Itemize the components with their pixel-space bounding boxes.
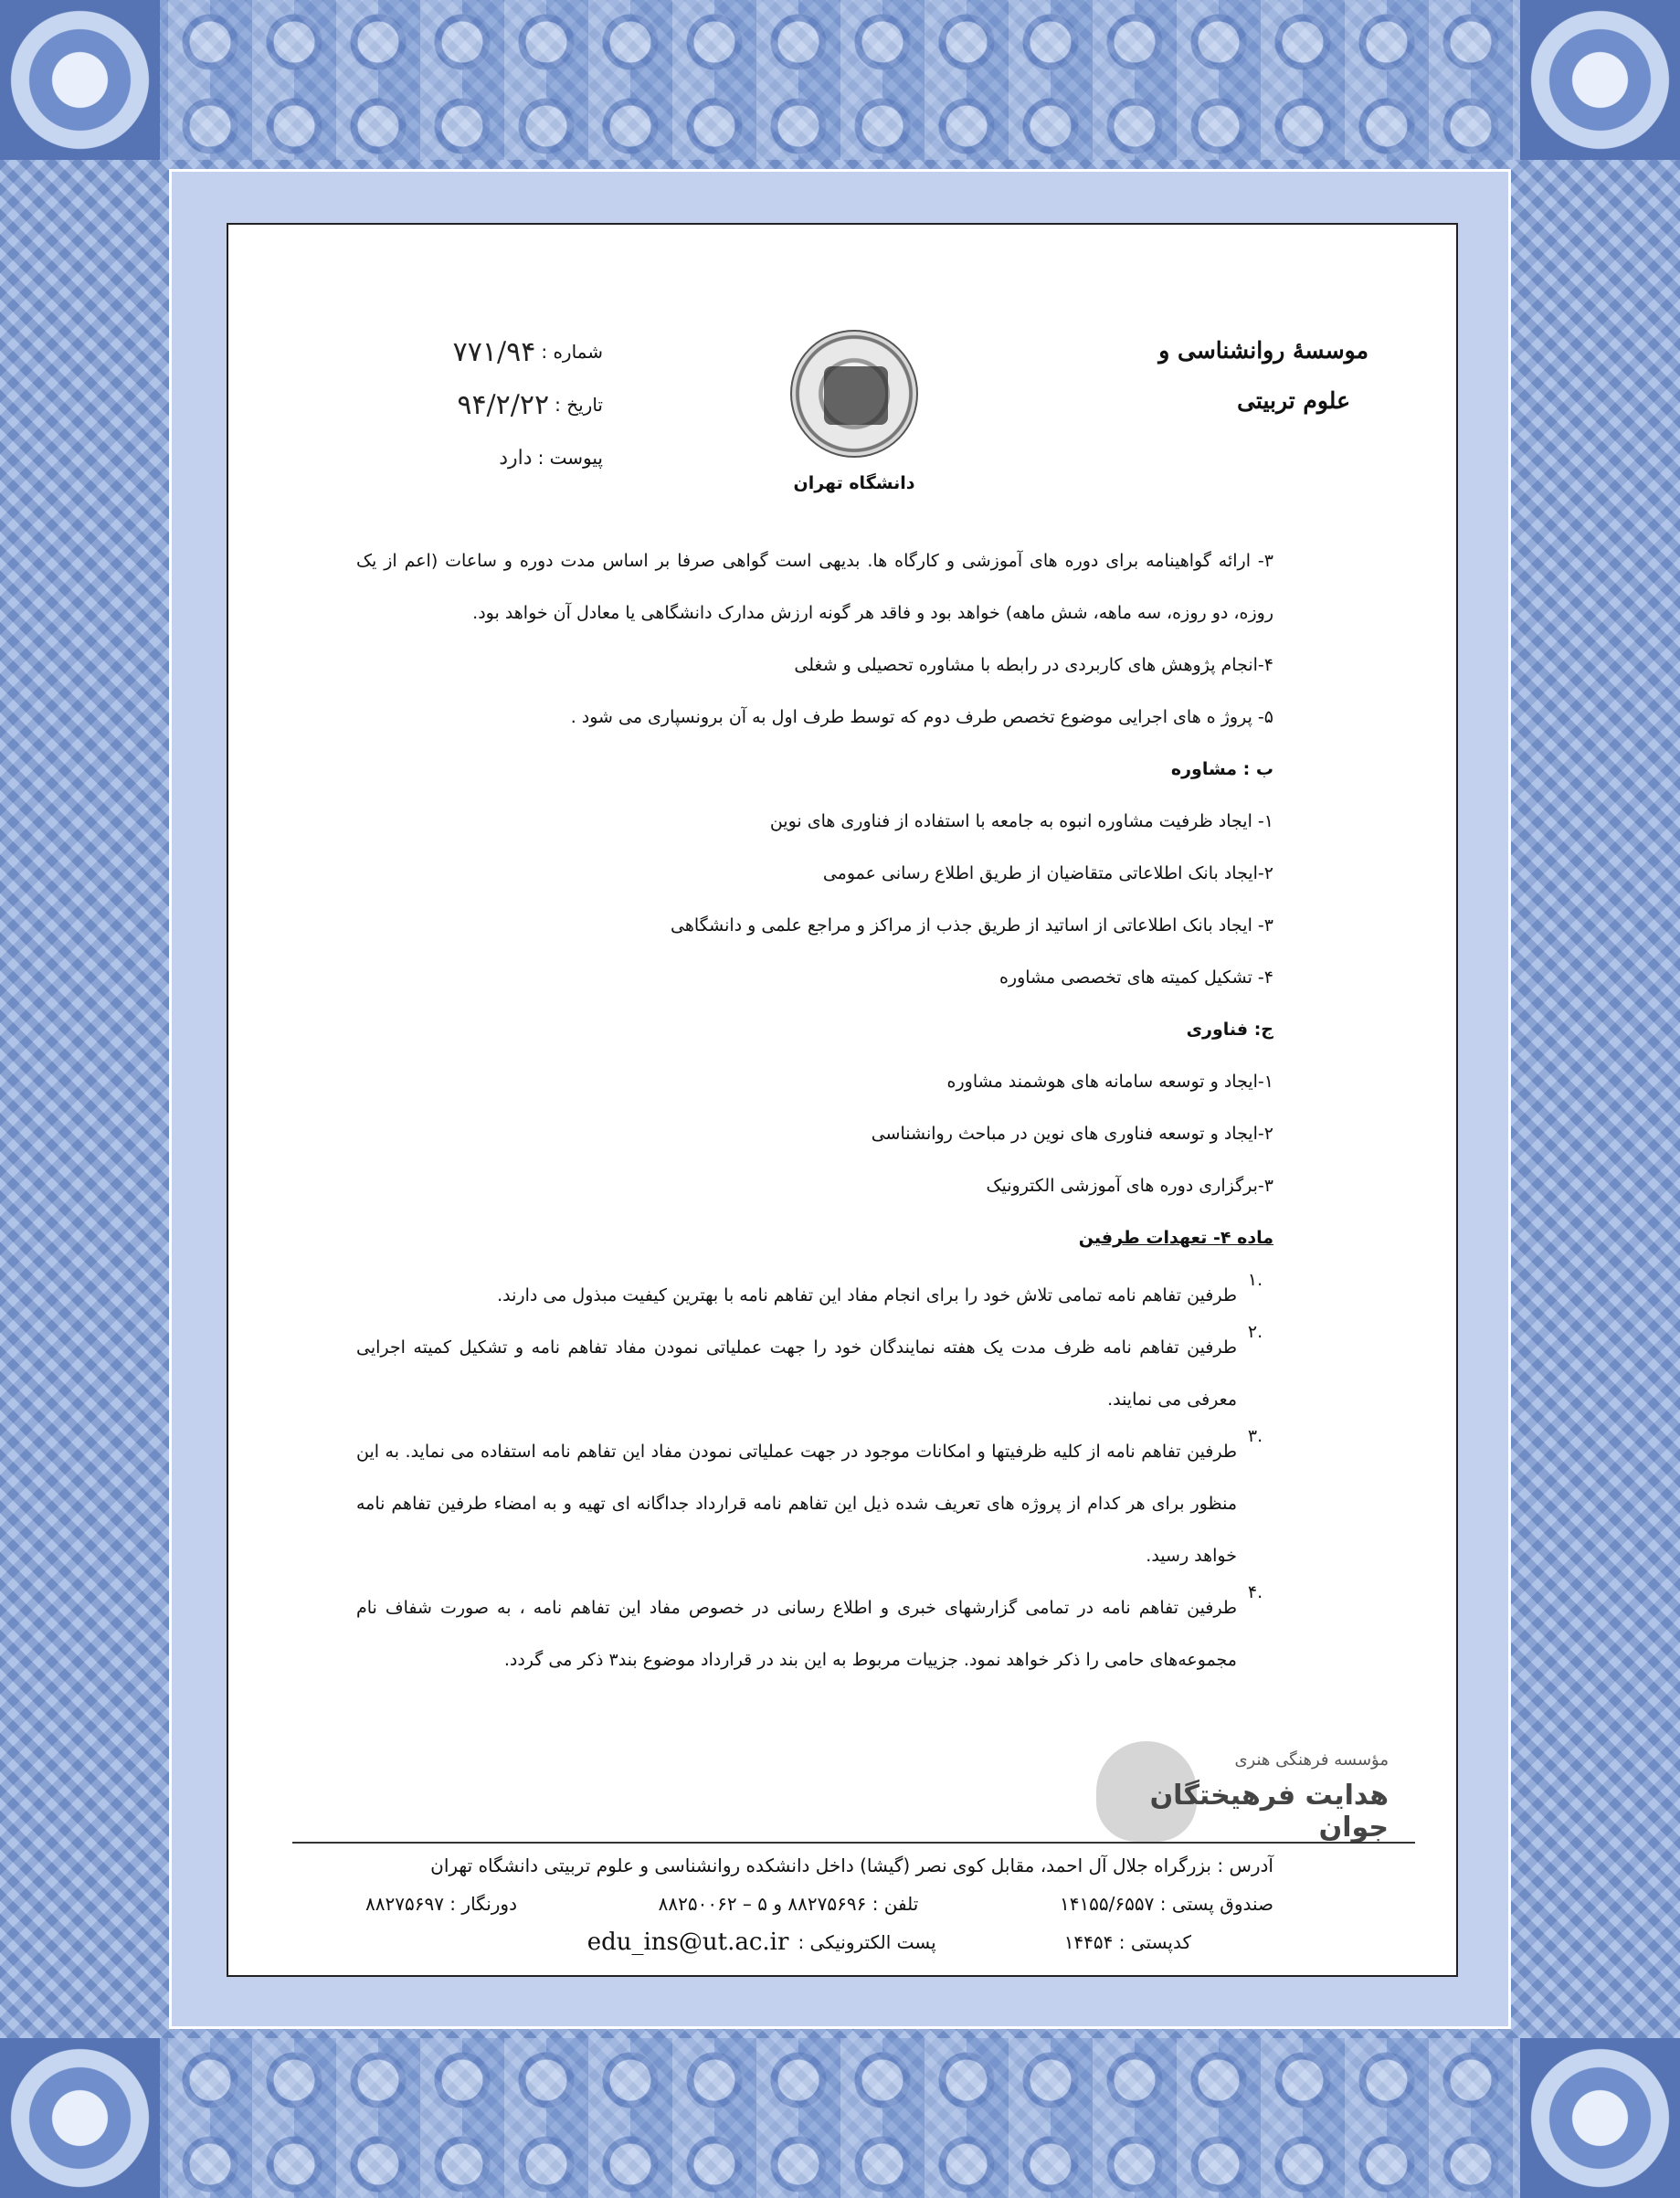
item-number: .۴ <box>1247 1582 1263 1602</box>
section-b-title: ب : مشاوره <box>1170 759 1273 779</box>
border-band-top <box>0 0 1680 160</box>
section-b-item: ۲-ایجاد بانک اطلاعاتی متقاضیان از طریق اطلاع رسانی عمومی <box>822 863 1273 883</box>
letter-page <box>227 223 1458 1977</box>
stamp-line1: مؤسسه فرهنگی هنری <box>1234 1750 1389 1770</box>
footer-contacts-row <box>365 1885 1273 1923</box>
footer-fax: دورنگار : ۸۸۲۷۵۶۹۷ <box>365 1893 517 1915</box>
attachment-label: پیوست : <box>537 447 603 469</box>
attachment-value: دارد <box>499 446 533 470</box>
border-corner-ornament <box>0 2038 160 2198</box>
letter-body <box>356 535 1273 1686</box>
list-item <box>356 1426 1273 1582</box>
item-number: .۳ <box>1247 1426 1263 1446</box>
list-item <box>356 1582 1273 1686</box>
item-text: طرفین تفاهم نامه ظرف مدت یک هفته نمایندگان خود را جهت عملیاتی نمودن مفاد تفاهم نامه و تشکیل کمیته اجرایی معرفی می نمایند. <box>356 1337 1237 1410</box>
letter-footer <box>365 1846 1273 1961</box>
section-c-item: ۲-ایجاد و توسعه فناوری های نوین در مباحث روانشناسی <box>871 1124 1273 1144</box>
footer-postal-row <box>365 1923 1273 1961</box>
footer-postal-code: کدپستی : ۱۴۴۵۴ <box>1063 1931 1191 1953</box>
article4-title-text: ماده ۴- تعهدات طرفین <box>1078 1228 1273 1248</box>
institute-name-line2: علوم تربیتی <box>1237 387 1350 414</box>
list-item <box>356 1322 1273 1426</box>
item-text: طرفین تفاهم نامه تمامی تلاش خود را برای انجام مفاد این تفاهم نامه با بهترین کیفیت مبذول می دارند. <box>497 1285 1237 1305</box>
institute-name <box>1094 325 1368 426</box>
date-label: تاریخ : <box>555 394 603 416</box>
footer-email[interactable]: edu_ins@ut.ac.ir <box>586 1929 789 1956</box>
section-c-item: ۳-برگزاری دوره های آموزشی الکترونیک <box>986 1176 1273 1196</box>
intro-item: ۵- پروژ ه های اجرایی موضوع تخصص طرف دوم که توسط طرف اول به آن برونسپاری می شود . <box>570 707 1273 727</box>
date-row <box>301 378 603 431</box>
university-name: دانشگاه تهران <box>793 473 915 493</box>
border-corner-ornament <box>0 0 160 160</box>
item-text: طرفین تفاهم نامه در تمامی گزارشهای خبری و اطلاع رسانی در خصوص مفاد این تفاهم نامه ، به صورت شفاف نام مجموعه‌های حامی را ذکر خواهد نمود. جزییات مربوط به این بند در قرارداد موضوع بند۳ ذکر می گردد. <box>356 1598 1237 1670</box>
institute-name-line1: موسسهٔ روانشناسی و <box>1158 337 1368 364</box>
number-value: ۷۷۱/۹۴ <box>452 335 536 368</box>
stamp-line2: هدایت فرهیختگان جوان <box>1149 1780 1389 1844</box>
date-value: ۹۴/۲/۲۲ <box>457 388 550 421</box>
section-b-item: ۱- ایجاد ظرفیت مشاوره انبوه به جامعه با استفاده از فناوری های نوین <box>769 811 1273 831</box>
section-b-item: ۳- ایجاد بانک اطلاعاتی از اساتید از طریق جذب از مراکز و مراجع علمی و دانشگاهی <box>671 915 1273 935</box>
border-corner-ornament <box>1520 0 1680 160</box>
letter-meta <box>301 325 603 484</box>
article4-items <box>356 1270 1273 1686</box>
number-label: شماره : <box>541 341 603 363</box>
section-c-title: ج: فناوری <box>1186 1020 1273 1040</box>
footer-email-label: پست الکترونیکی : <box>798 1931 936 1953</box>
footer-phone: تلفن : ۸۸۲۷۵۶۹۶ و ۵ – ۸۸۲۵۰۰۶۲ <box>658 1893 919 1915</box>
item-text: طرفین تفاهم نامه از کلیه ظرفیتها و امکانات موجود در جهت عملیاتی نمودن مفاد این تفاهم نامه استفاده می نماید. به این منظور برای هر کدام از پروژه های تعریف شده ذیل این تفاهم نامه قرارداد جداگانه ای تهیه و به امضاء طرفین تفاهم نامه خواهد رسید. <box>356 1442 1237 1566</box>
footer-address: آدرس : بزرگراه جلال آل احمد، مقابل کوی نصر (گیشا) داخل دانشکده روانشناسی و علوم تربیتی دانشگاه تهران <box>430 1855 1273 1876</box>
section-b-item: ۴- تشکیل کمیته های تخصصی مشاوره <box>998 967 1273 988</box>
item-number: .۲ <box>1247 1322 1263 1342</box>
border-corner-ornament <box>1520 2038 1680 2198</box>
border-band-bottom <box>0 2038 1680 2198</box>
section-c-item: ۱-ایجاد و توسعه سامانه های هوشمند مشاوره <box>946 1072 1273 1092</box>
attachment-row <box>301 431 603 484</box>
intro-item: ۳- ارائه گواهینامه برای دوره های آموزشی و کارگاه ها. بدیهی است گواهی صرفا بر اساس مدت دوره و ساعات (اعم از یک روزه، دو روزه، سه ماهه، شش ماهه) خواهد بود و فاقد هر گونه ارزش مدارک دانشگاهی یا معادل آن خواهد بود. <box>356 551 1273 623</box>
footer-divider <box>292 1842 1415 1844</box>
list-item <box>356 1270 1273 1322</box>
item-number: .۱ <box>1247 1270 1263 1290</box>
footer-po-box: صندوق پستی : ۱۴۱۵۵/۶۵۵۷ <box>1059 1893 1273 1915</box>
number-row <box>301 325 603 378</box>
article4-title <box>356 1212 1273 1264</box>
organization-stamp <box>1096 1732 1389 1842</box>
intro-item: ۴-انجام پژوهش های کاربردی در رابطه با مشاوره تحصیلی و شغلی <box>794 655 1273 675</box>
university-seal-icon <box>790 330 918 458</box>
